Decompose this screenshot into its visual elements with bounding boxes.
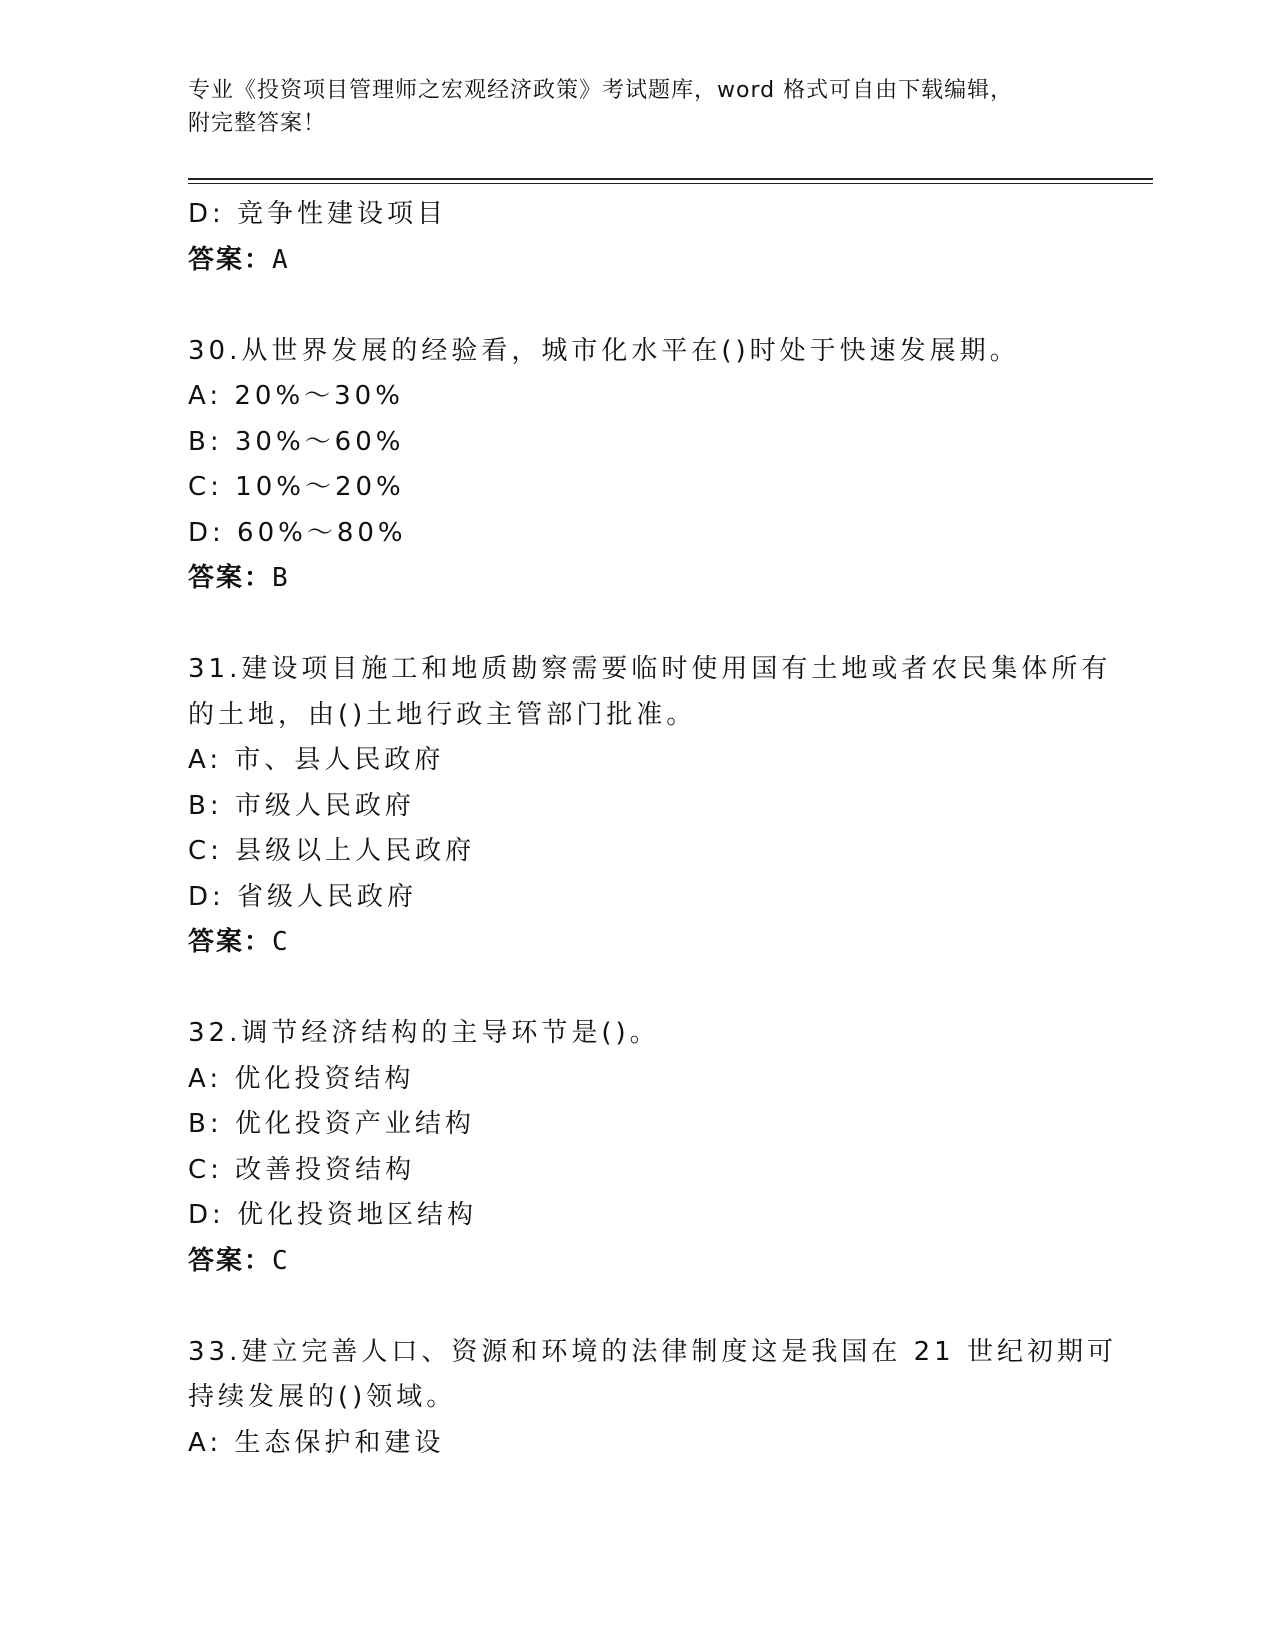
answer: [188, 920, 1148, 966]
question-list: [188, 192, 1148, 1466]
option-a: A: 优化投资结构: [188, 1063, 415, 1094]
answer-value: B: [272, 563, 290, 593]
question-31: [188, 647, 1148, 966]
option-c: C: 县级以上人民政府: [188, 836, 476, 866]
answer-label: 答案：: [188, 927, 273, 957]
spacer: [188, 966, 1148, 1012]
question-stem-line-2: 的土地，由()土地行政主管部门批准。: [188, 699, 697, 730]
question-stem-line-2: 持续发展的()领域。: [188, 1382, 457, 1412]
option-a: A: 20%～30%: [188, 381, 404, 411]
option-b: B: 市级人民政府: [188, 790, 415, 821]
prev-option-d: D: 竞争性建设项目: [188, 199, 448, 229]
spacer: [188, 602, 1148, 648]
answer-value: A: [272, 244, 290, 275]
answer-label: 答案：: [188, 563, 273, 593]
question-33: [188, 1330, 1148, 1467]
answer: [188, 556, 1148, 602]
header-divider-thin: [188, 183, 1153, 184]
option-c: C: 改善投资结构: [188, 1154, 416, 1185]
question-stem-line-1: 33.建立完善人口、资源和环境的法律制度这是我国在 21 世纪初期可: [188, 1336, 1117, 1367]
option-a: A: 生态保护和建设: [188, 1427, 445, 1458]
option-b: B: 优化投资产业结构: [188, 1109, 475, 1139]
answer-value: C: [272, 927, 290, 957]
document-header: [188, 74, 1068, 140]
question-stem: 30.从世界发展的经验看，城市化水平在()时处于快速发展期。: [188, 335, 1020, 366]
answer-label: 答案：: [188, 244, 273, 275]
option-d: D: 省级人民政府: [188, 881, 418, 912]
question-32: [188, 1011, 1148, 1284]
header-line-2: 附完整答案！: [188, 111, 327, 136]
option-c: C: 10%～20%: [188, 472, 405, 502]
answer-label: 答案：: [188, 1245, 273, 1276]
question-stem-line-1: 31.建设项目施工和地质勘察需要临时使用国有土地或者农民集体所有: [188, 654, 1112, 684]
answer: [188, 1239, 1148, 1285]
spacer: [188, 283, 1148, 329]
header-line-1: 专业《投资项目管理师之宏观经济政策》考试题库，word 格式可自由下载编辑，: [188, 78, 1014, 103]
question-stem: 32.调节经济结构的主导环节是()。: [188, 1018, 660, 1048]
question-30: [188, 329, 1148, 602]
option-d: D: 60%～80%: [188, 517, 407, 548]
option-a: A: 市、县人民政府: [188, 745, 445, 775]
answer-value: C: [272, 1245, 290, 1276]
prev-answer: [188, 238, 1148, 284]
spacer: [188, 1284, 1148, 1330]
header-divider-thick: [188, 178, 1153, 180]
option-b: B: 30%～60%: [188, 426, 405, 457]
option-d: D: 优化投资地区结构: [188, 1200, 478, 1230]
